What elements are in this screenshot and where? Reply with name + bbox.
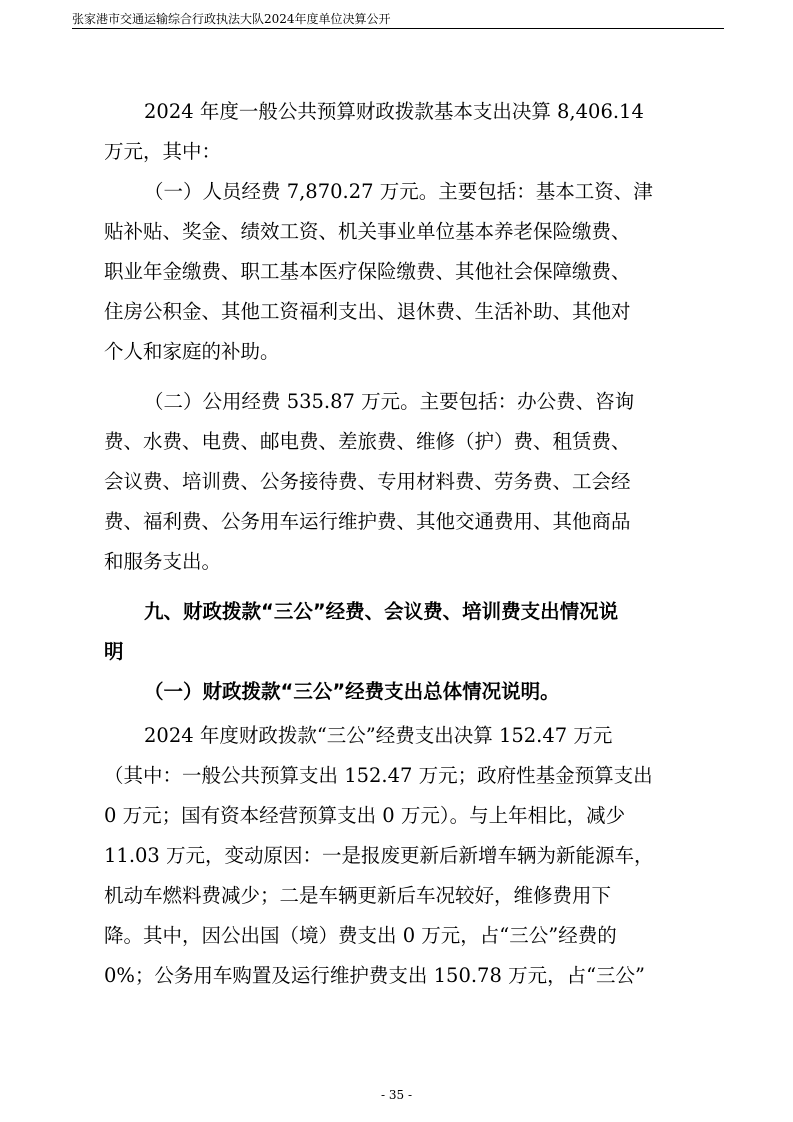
text-line: 费、水费、电费、邮电费、差旅费、维修（护）费、租赁费、 [104,430,631,453]
text-line: （其中：一般公共预算支出 152.47 万元；政府性基金预算支出 [104,764,653,787]
text-line: 费、福利费、公务用车运行维护费、其他交通费用、其他商品 [104,510,631,533]
paragraph-personnel-expenses [104,172,724,372]
header-title: 张家港市交通运输综合行政执法大队2024年度单位决算公开 [72,12,391,26]
text-line: 2024 年度财政拨款“三公”经费支出决算 152.47 万元 [144,724,613,747]
text-line: 0%；公务用车购置及运行维护费支出 150.78 万元，占“三公” [104,964,646,987]
text-line: 机动车燃料费减少；二是车辆更新后车况较好，维修费用下 [104,884,612,907]
running-header [72,6,724,29]
text-line: 和服务支出。 [104,550,222,573]
paragraph-public-expenses [104,382,724,582]
heading-line: 明 [104,640,124,663]
text-line: 万元，其中： [104,140,222,163]
text-line: 住房公积金、其他工资福利支出、退休费、生活补助、其他对 [104,300,631,323]
paragraph-three-public-expenses [104,716,724,996]
text-line: 降。其中，因公出国（境）费支出 0 万元，占“三公”经费的 [104,924,617,947]
text-line: 11.03 万元，变动原因：一是报废更新后新增车辆为新能源车， [104,844,654,867]
text-line: 会议费、培训费、公务接待费、专用材料费、劳务费、工会经 [104,470,631,493]
text-line: 职业年金缴费、职工基本医疗保险缴费、其他社会保障缴费、 [104,260,631,283]
text-line: 0 万元；国有资本经营预算支出 0 万元）。与上年相比，减少 [104,804,626,827]
section-heading-nine [104,592,724,672]
heading-line: （一）财政拨款“三公”经费支出总体情况说明。 [144,680,560,703]
text-line: 个人和家庭的补助。 [104,340,280,363]
text-line: 贴补贴、奖金、绩效工资、机关事业单位基本养老保险缴费、 [104,220,631,243]
page-number: - 35 - [380,1088,412,1102]
text-line: （一）人员经费 7,870.27 万元。主要包括：基本工资、津 [144,180,653,203]
paragraph-basic-expenditure [104,92,724,172]
subsection-heading [104,672,724,712]
text-line: （二）公用经费 535.87 万元。主要包括：办公费、咨询 [144,390,635,413]
heading-line: 九、财政拨款“三公”经费、会议费、培训费支出情况说 [144,600,619,623]
text-line: 2024 年度一般公共预算财政拨款基本支出决算 8,406.14 [144,100,644,123]
